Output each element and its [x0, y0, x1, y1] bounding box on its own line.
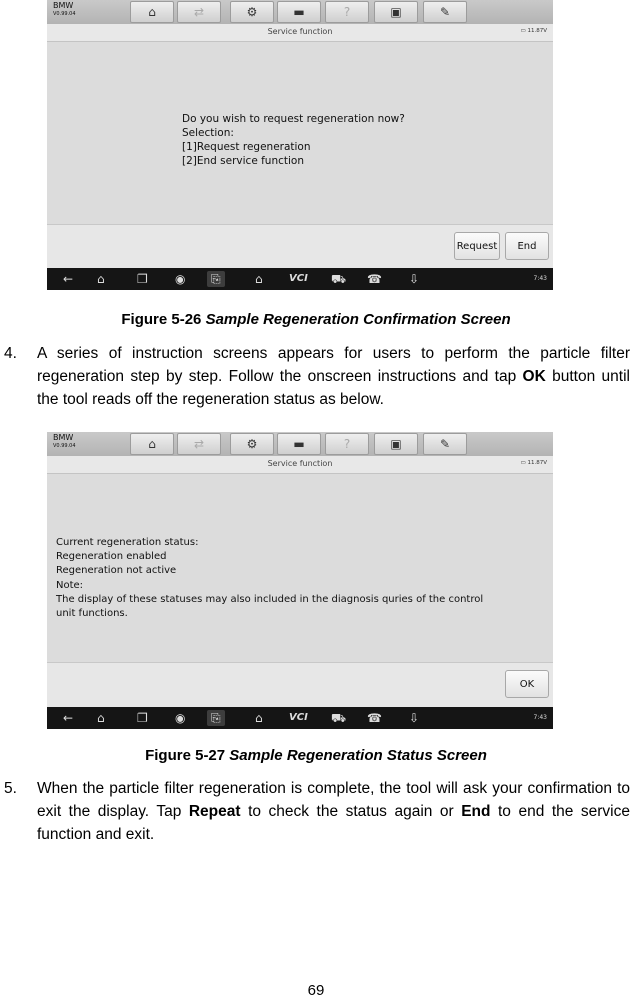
battery-value: 11.87V — [527, 460, 547, 466]
battery-icon: ▭ — [520, 28, 526, 34]
step-text — [37, 777, 630, 846]
figure-title: Sample Regeneration Status Screen — [229, 747, 487, 764]
print-button[interactable] — [277, 1, 321, 23]
support-icon[interactable]: ☎ — [367, 711, 382, 725]
step-number: 4. — [4, 345, 17, 362]
step-text-part: button until the tool reads off the regeneration status as below. — [37, 368, 630, 408]
ok-button[interactable]: OK — [505, 670, 549, 698]
confirmation-message — [182, 112, 405, 168]
data-icon[interactable]: ⇩ — [409, 711, 420, 725]
message-area — [47, 42, 553, 224]
message-line: [1]Request regeneration — [182, 141, 311, 153]
action-button-row — [47, 662, 553, 707]
home-button[interactable] — [130, 433, 174, 455]
step-text-part: to check the status again or — [240, 803, 462, 820]
browser-icon[interactable]: ◉ — [175, 711, 186, 725]
back-icon[interactable]: ← — [63, 711, 74, 725]
ok-keyword: OK — [522, 368, 546, 385]
maxisys-icon[interactable]: ⌂ — [255, 711, 263, 725]
home-icon[interactable]: ⌂ — [97, 711, 105, 725]
end-keyword: End — [461, 803, 491, 820]
message-line: Note: — [56, 579, 84, 591]
print-icon: ▬ — [293, 437, 305, 451]
edit-icon: ✎ — [439, 437, 451, 451]
save-button[interactable] — [374, 1, 418, 23]
vehicle-swap-button[interactable] — [177, 433, 221, 455]
page-number: 69 — [307, 982, 325, 999]
edit-icon: ✎ — [439, 5, 451, 19]
print-icon: ▬ — [293, 5, 305, 19]
battery-voltage — [521, 28, 547, 34]
settings-icon: ⚙ — [246, 437, 258, 451]
message-line: Current regeneration status: — [56, 537, 199, 548]
screen-title: Service function — [267, 459, 333, 468]
end-button[interactable]: End — [505, 232, 549, 260]
help-button[interactable] — [325, 433, 369, 455]
battery-icon: ▭ — [520, 460, 526, 466]
home-icon[interactable]: ⌂ — [97, 272, 105, 286]
software-version: V0.99.04 — [53, 443, 76, 449]
figure-title: Sample Regeneration Confirmation Screen — [205, 311, 511, 328]
message-line: The display of these statuses may also included in the diagnosis quries of the control — [56, 593, 484, 605]
message-area — [47, 474, 553, 662]
print-button[interactable] — [277, 433, 321, 455]
top-toolbar — [47, 0, 553, 24]
step-text — [37, 342, 630, 411]
help-icon: ? — [343, 437, 351, 451]
android-nav-bar — [47, 268, 553, 290]
help-icon: ? — [343, 5, 351, 19]
step-text-part: A series of instruction screens appears for users to perform the particle filter regeneration step by step. Follow the onscreen instructions and tap — [37, 345, 630, 385]
edit-button[interactable] — [423, 433, 467, 455]
repeat-keyword: Repeat — [188, 803, 241, 820]
action-button-row — [47, 224, 553, 269]
battery-value: 11.87V — [527, 28, 547, 34]
figure-number: Figure 5-27 — [145, 747, 230, 764]
step-text-part: When the particle filter regeneration is complete, the tool will ask your confirmation to exit the display. Tap — [37, 780, 630, 820]
figure-number: Figure 5-26 — [121, 311, 206, 328]
title-bar — [47, 456, 553, 474]
software-version: V0.99.04 — [53, 11, 76, 17]
remote-icon[interactable]: ⎘ — [207, 271, 225, 287]
regeneration-confirmation-screenshot — [47, 0, 553, 290]
message-line: unit functions. — [56, 608, 128, 620]
screen-title: Service function — [267, 27, 333, 36]
save-icon: ▣ — [390, 437, 402, 451]
settings-icon: ⚙ — [246, 5, 258, 19]
message-line: Do you wish to request regeneration now? — [182, 113, 405, 125]
message-line: [2]End service function — [182, 155, 305, 167]
edit-button[interactable] — [423, 1, 467, 23]
vehicle-swap-icon: ⇄ — [193, 437, 205, 451]
vci-icon[interactable]: VCI — [289, 712, 308, 723]
vehicle-swap-icon: ⇄ — [193, 5, 205, 19]
android-nav-bar — [47, 707, 553, 729]
brand-name: BMW — [53, 1, 74, 10]
message-line: Selection: — [182, 127, 234, 139]
car-icon[interactable]: ⛟ — [331, 711, 347, 725]
status-message — [56, 536, 483, 621]
settings-button[interactable] — [230, 1, 274, 23]
recent-apps-icon[interactable]: ❐ — [137, 711, 148, 725]
request-button[interactable]: Request — [454, 232, 500, 260]
car-icon[interactable]: ⛟ — [331, 272, 347, 286]
battery-voltage — [521, 460, 547, 466]
brand-label — [53, 1, 76, 19]
maxisys-icon[interactable]: ⌂ — [255, 272, 263, 286]
home-icon: ⌂ — [148, 5, 156, 19]
save-icon: ▣ — [390, 5, 402, 19]
home-icon: ⌂ — [148, 437, 156, 451]
vehicle-swap-button[interactable] — [177, 1, 221, 23]
step-number: 5. — [4, 780, 17, 797]
home-button[interactable] — [130, 1, 174, 23]
message-line: Regeneration not active — [56, 565, 177, 577]
browser-icon[interactable]: ◉ — [175, 272, 186, 286]
figure-caption — [0, 747, 632, 764]
regeneration-status-screenshot — [47, 432, 553, 729]
step-text-part: to end the service function and exit. — [37, 803, 630, 843]
back-icon[interactable]: ← — [63, 272, 74, 286]
save-button[interactable] — [374, 433, 418, 455]
remote-icon[interactable]: ⎘ — [207, 710, 225, 726]
top-toolbar — [47, 432, 553, 456]
status-clock: 7:43 — [533, 714, 547, 721]
figure-caption — [0, 311, 632, 328]
message-line: Regeneration enabled — [56, 551, 167, 563]
recent-apps-icon[interactable]: ❐ — [137, 272, 148, 286]
settings-button[interactable] — [230, 433, 274, 455]
data-icon[interactable]: ⇩ — [409, 272, 420, 286]
help-button[interactable] — [325, 1, 369, 23]
brand-name: BMW — [53, 433, 74, 442]
title-bar — [47, 24, 553, 42]
vci-icon[interactable]: VCI — [289, 273, 308, 284]
brand-label — [53, 433, 76, 451]
status-clock: 7:43 — [533, 275, 547, 282]
support-icon[interactable]: ☎ — [367, 272, 382, 286]
